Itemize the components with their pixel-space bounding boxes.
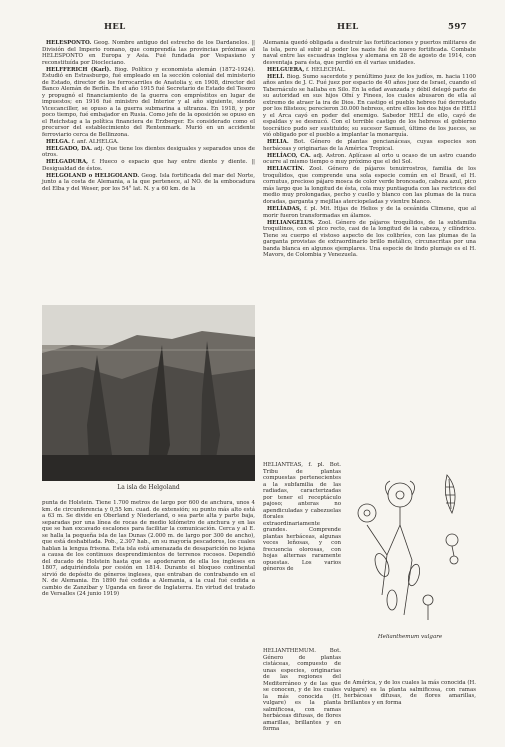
entry-continuation: Alemania quedó obligada a destruir las fortificaciones y puertos militares de la isla, pero al subir al poder los nazis fué de nuevo fortificada. Combate naval entre las escuadras inglesa y alemana en 28 de agosto de 1914, con desventaja para ésta, que perdió en él varias unidades. (263, 40, 476, 66)
entry-heli: HELÍ. Biog. Sumo sacerdote y penúltimo juez de los judíos, m. hacia 1100 años antes de J. C. Fué juez por espacio de 40 años juez de Israel, cuando el Tabernáculo se hallaba en Silo. En la edad avanzada y débil delegó parte de su autoridad en sus hijos Ofní y Finees, los cuales abusaron de ella al extremo de atraer la ira de Dios. En castigo el pueblo hebreo fué derrotado por los filisteos; perecieron 30.000 hebreos, entre ellos los dos hijos de HELÍ y el Arca cayó en poder del enemigo. Sabedor HELÍ de ello, cayó de espaldas y se desnucó. Con el terrible castigo de los hebreos el gobierno teocrático pudo ser sustituido; su sucesor Samuel, último de los jueces, se vió obligado por el pueblo a implantar la monarquía. (263, 73, 476, 139)
entry-heliaco: HELÍACO, CA. adj. Astron. Aplícase al orto u ocaso de un astro cuando ocurre al mismo tiempo o muy próximo que el del Sol. (263, 152, 476, 166)
helianthemum-illustration (342, 465, 478, 650)
entry-helianthemum: HELIANTHEMUM. Bot. Género de plantas cistáceas, compuesto de unas especies, originarias de las regiones del Mediterráneo y de las que se conocen, y de los cuales la más conocida (H. vulgare) es la planta salmificosa, con ramas herbáceas difusas, de flores amarillas, brillantes y en forma (263, 648, 341, 732)
entry-helianteas: HELIANTEAS, f. pl. Bot. Tribu de plantas compuestas pertenecientes a la subfamilia de las radiadas, caracterizadas por tener el receptáculo pajoso; anteras no apendiculadas y cabezuelas florales extraordinariamente grandes. Comprende plantas herbáceas, algunas veces leñosas, y con frecuencia olorosas, con hojas alternas raramente opuestas. Los varios géneros de (263, 462, 341, 572)
entry-heliangelus: HELIANGELUS. Zool. Género de pájaros troquílidos, de la subfamilia troquilinos, con el pico recto, casi de la longitud de la cabeza, y cilíndrico. Tiene su cuerpo el vistoso aspecto de los colibríes, con las plumas de la garganta provistas de extraordinario brillo metálico, circunscritas por una banda blanca en algunos ejemplares. Una especie de lindo plumaje es el H. Mavors, de Colombia y Venezuela. (263, 219, 476, 259)
photo-caption: La isla de Helgoland (117, 484, 180, 491)
left-column-continuation (42, 500, 255, 712)
entry-helia: HELIA. Bot. Género de plantas gencianáceas, cuyas especies son herbáceas y originarias de la América Tropical. (263, 139, 476, 152)
page-number: 597 (448, 22, 467, 32)
entry-helguera: HELGUERA, f. HELECHAL. (267, 66, 346, 73)
left-column (42, 40, 255, 302)
entry-helesponto: HELESPONTO. Geog. Nombre antiguo del estrecho de los Dardanelos. || División del Imperio romano, que comprendía las provincias próximas al HELESPONTO en Europa y Asia. Fué fundada por Vespasiano y reconstituída por Diocleciano. (42, 40, 255, 66)
bottom-text: de América, y de los cuales la más conocida (H. vulgare) es la planta salmificosa, con ramas herbáceas difusas, de flores amarillas, brillantes y en forma (344, 680, 476, 706)
right-column (263, 40, 476, 460)
illustration-caption: Helianthemum vulgare (377, 634, 443, 640)
helgoland-photo (42, 305, 255, 481)
entry-helfferich: HELFFERICH (Karl). Biog. Político y economista alemán (1872-1924). Estudió en Estrasburgo, fué empleado en la sección colonial del ministerio de Estado, director de los ferrocarriles de Anatolia y, en 1908, director del Banco Alemán de Berlín. En el año 1915 fué Secretario de Estado del Tesoro y propugnó el financiamiento de la guerra con empréstitos en lugar de impuestos; en 1916 fué ministro del Interior y al año siguiente, siendo Vicecanciller, se opuso a la guerra submarina a ultranza. En 1918, y por poco tiempo, fué embajador en Rusia. Como jefe de la oposición se opuso en el Reichstag a la política financiera de Erzberger. Es considerado como el precursor del establecimiento del Rentenmark. Murió en un accidente ferroviario cerca de Bellinzona. (42, 66, 255, 138)
entry-helgoland: HELGOLAND o HELIGOLAND. Geog. Isla fortificada del mar del Norte, junto a la costa de Alemania, a la que pertenece, al NO. de la embocadura del Elba y del Weser, por los 54° lat. N. y a 60 km. de la (42, 172, 255, 192)
header-center-word: HEL (337, 22, 359, 32)
entry-helga: HELGA. f. anf. ALHELGA. (46, 138, 119, 145)
entry-helgado: HELGADO, DA. adj. Que tiene los dientes desiguales y separados unos de otros. (42, 145, 255, 159)
entry-helgadura: HELGADURA, f. Hueco o espacio que hay entre diente y diente. || Desigualdad de éstos. (42, 159, 255, 172)
helgoland-continuation: punta de Holstein. Tiene 1.700 metros de largo por 600 de anchura, unos 4 km. de circunferencia y 0,55 km. cuad. de extensión; su punto más alto está a 63 m. Se divide en Oberland y Niederland, o sea parte alta y parte baja, separadas por una línea de rocas de medio kilómetro de anchura y en las que se han excavado escalones para facilitar la comunicación. Cerca y al E. se halla la pequeña isla de las Dunas (2.000 m. de largo por 300 de ancho), que está deshabitada. Pob., 2.307 hab., en su mayoría pescadores, los cuales hablan la lengua frisona. Esta isla está amenazada de desaparición no lejana a causa de los continuos desprendimientos de terrenos rocosos. Dependió del ducado de Holstein hasta que se apoderaron de ella los ingleses en 1807, adquiriéndola por cesión en 1814. Durante el bloqueo continental sirvió de depósito de géneros ingleses, que entraban de contrabando en el N. de Alemania. En 1890 fué cedida a Alemania, a la cual fué cedida a cambio de Zanzíbar y Uganda en favor de Inglaterra. En virtud del tratado de Versalles (24 junio 1919) (42, 500, 255, 597)
entry-heliadas: HELÍADAS, f. pl. Mit. Hijas de Helios y de la oceánida Climene, que al morir fueron transformadas en álamos. (263, 206, 476, 219)
entry-heliactin: HELIACTÍN. Zool. Género de pájaros tenuirrostros, familia de los troquílidos, que comprende una sola especie común en el Brasil, el H. cornutus, precioso pájaro mosca de color verde bronceado, cabeza azul, pico más largo que la longitud de ésta, cola muy puntiaguda con las rectrices del medio muy prolongadas, pecho y cuello y blanco con las plumas de la nuca doradas, garganta y mejillas aterciopeladas y vientre blanco. (263, 166, 476, 205)
header-left-word: HEL (104, 22, 126, 32)
